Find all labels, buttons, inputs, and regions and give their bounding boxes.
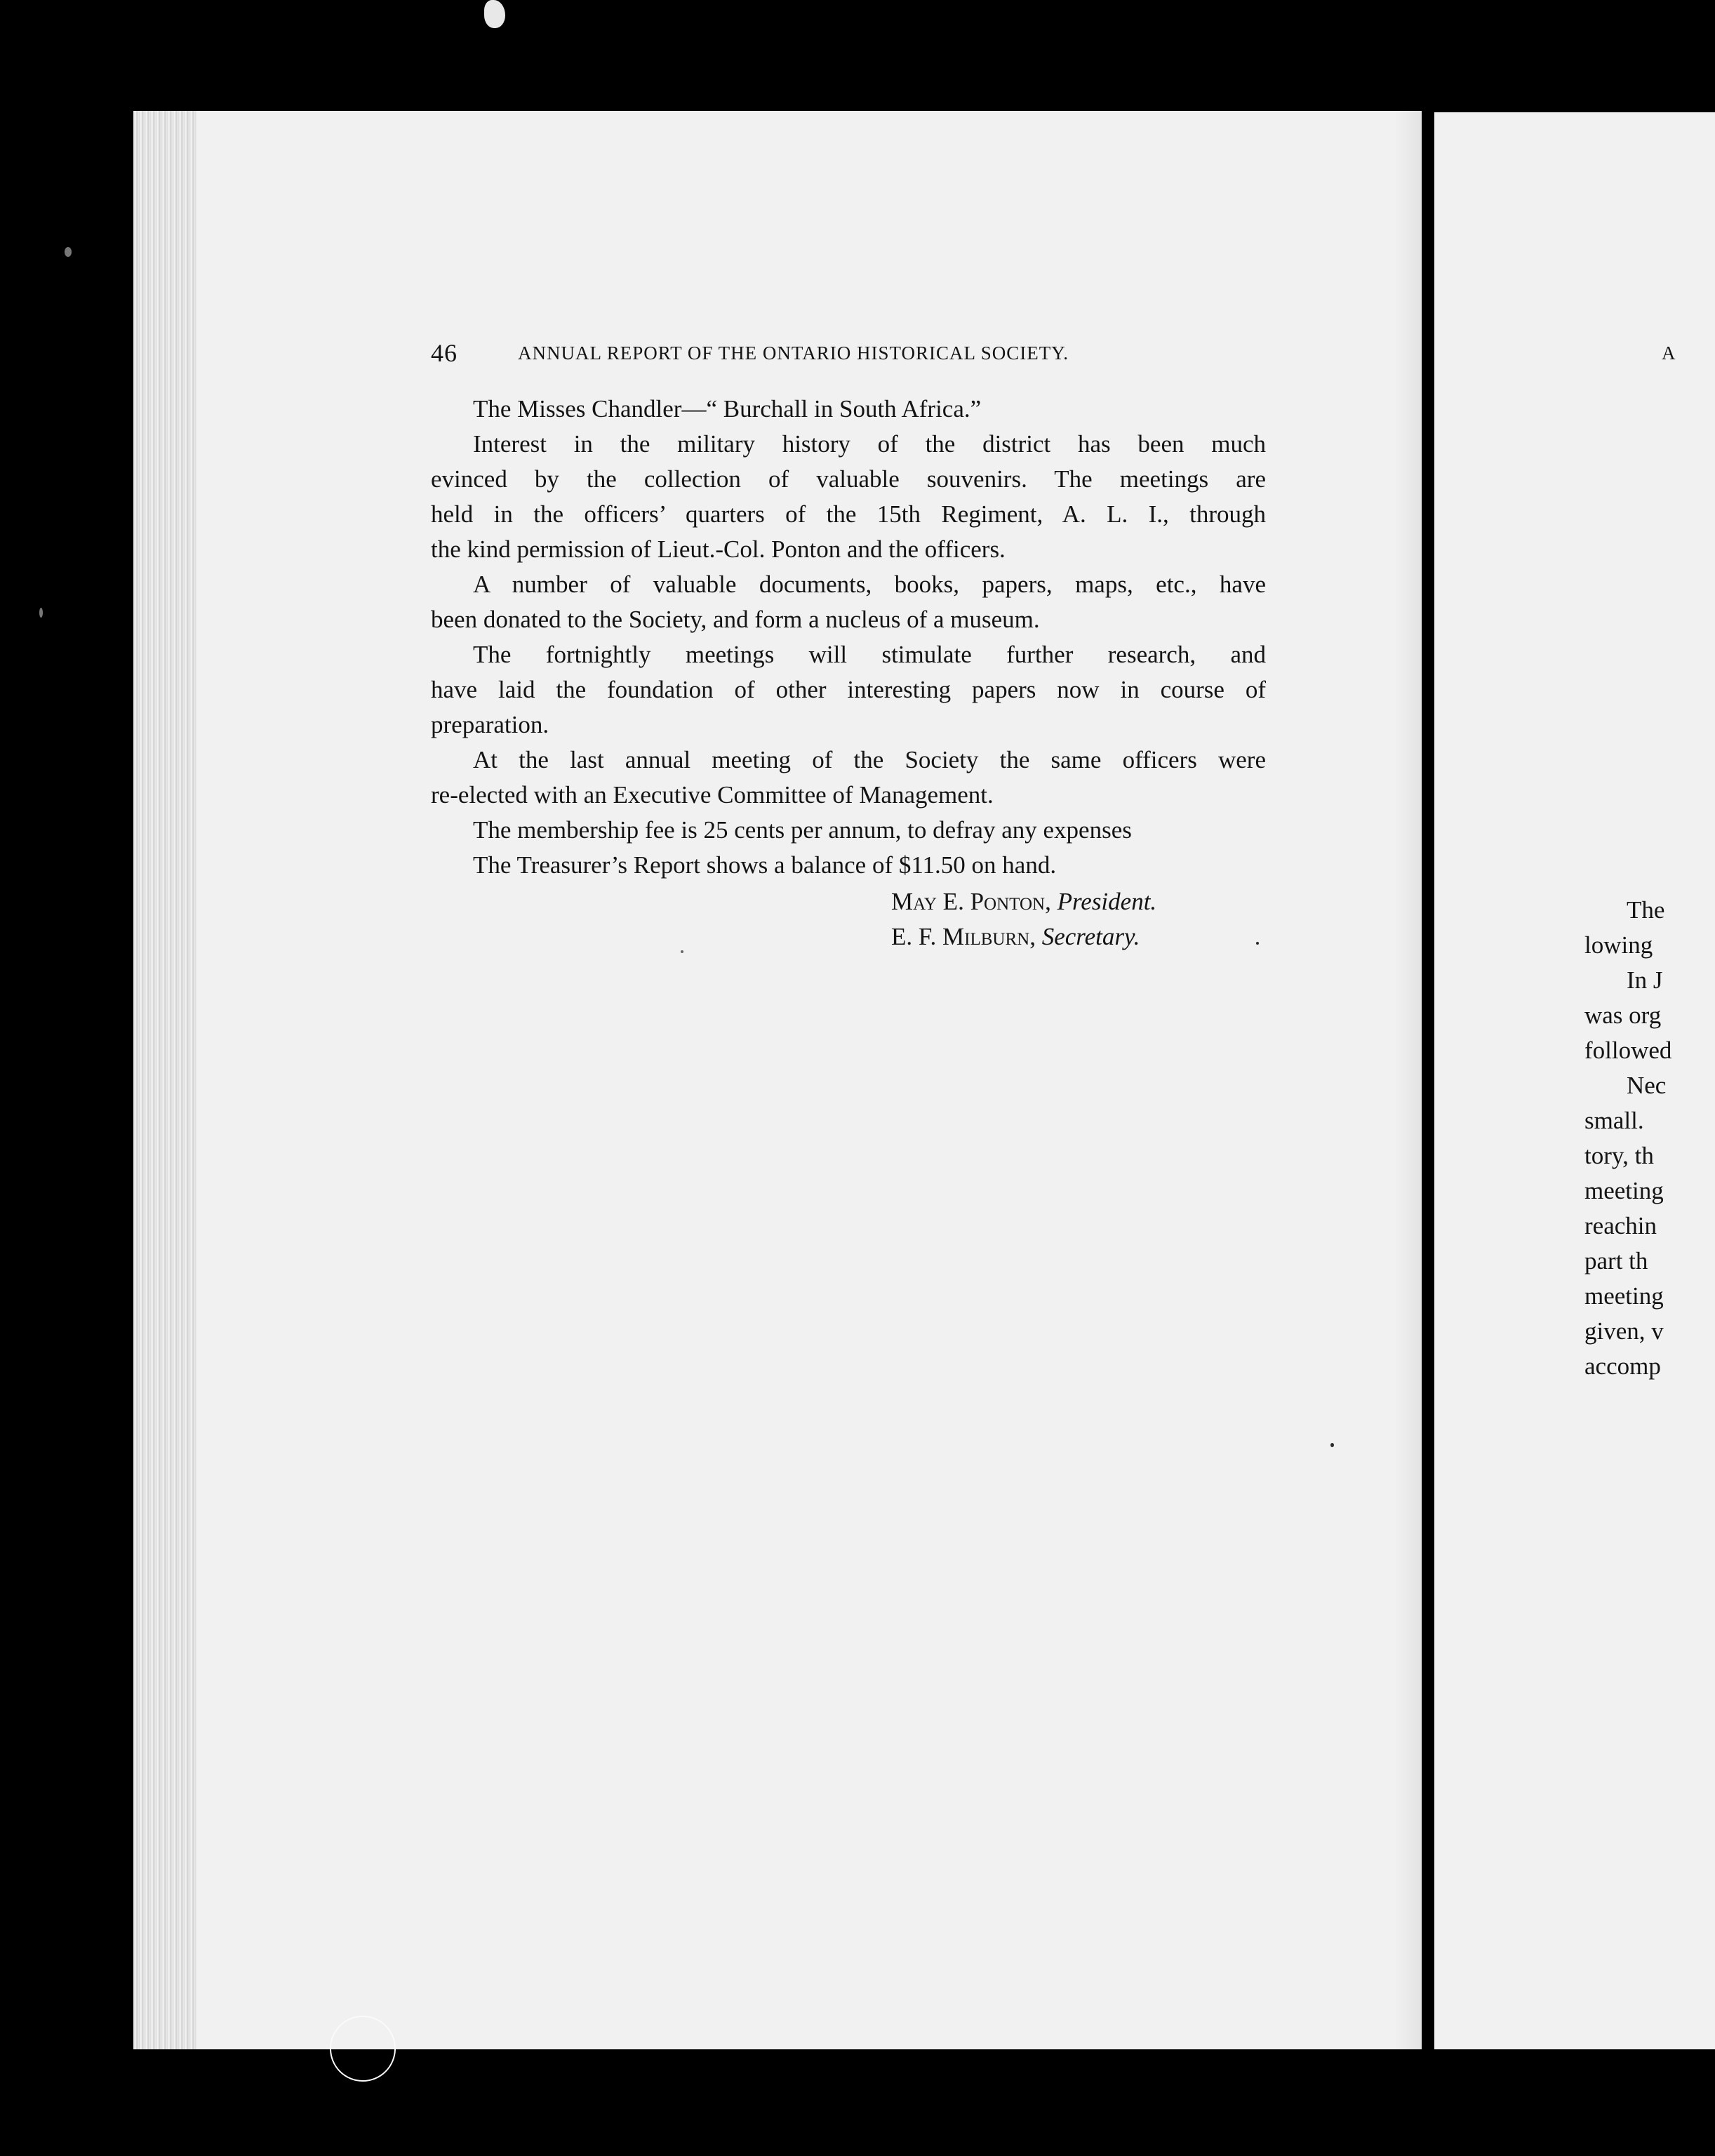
facing-page-line: meeting bbox=[1584, 1177, 1664, 1204]
facing-page-line: part th bbox=[1584, 1247, 1648, 1275]
facing-page-line: was org bbox=[1584, 1002, 1662, 1029]
paragraph-line: been donated to the Society, and form a nucleus of a museum. bbox=[431, 606, 1040, 633]
president-role: President. bbox=[1057, 888, 1157, 915]
paragraph-line: The Treasurer’s Report shows a balance of $11.50 on hand. bbox=[473, 851, 1057, 879]
body-text bbox=[431, 392, 1266, 883]
page-edges bbox=[133, 111, 196, 2049]
paragraph-line: preparation. bbox=[431, 711, 549, 738]
paragraph-line: held in the officers’ quarters of the 15th Regiment, A. L. I., through bbox=[431, 500, 1266, 528]
paragraph-line: the kind permission of Lieut.-Col. Ponton and the officers. bbox=[431, 535, 1006, 563]
facing-page-running-head: A bbox=[1662, 342, 1676, 364]
paragraph-line: have laid the foundation of other interesting papers now in course of bbox=[431, 676, 1266, 703]
facing-page-line: reachin bbox=[1584, 1212, 1657, 1239]
paragraph-line: The membership fee is 25 cents per annum, to defray any expenses bbox=[473, 816, 1132, 844]
facing-page-line: accomp bbox=[1584, 1352, 1661, 1380]
facing-page-line: Nec bbox=[1627, 1072, 1667, 1099]
running-head: ANNUAL REPORT OF THE ONTARIO HISTORICAL SOCIETY. bbox=[518, 342, 1069, 364]
paragraph-line: Interest in the military history of the district has been much bbox=[473, 430, 1266, 458]
facing-page-line: In J bbox=[1627, 966, 1663, 994]
page-number: 46 bbox=[431, 339, 458, 367]
facing-page-line: The bbox=[1627, 896, 1665, 924]
president-signature bbox=[891, 884, 1156, 919]
president-name: May E. Ponton, bbox=[891, 888, 1051, 915]
gutter-shadow bbox=[1394, 111, 1422, 2049]
paragraph-line: The Misses Chandler—“ Burchall in South Africa.” bbox=[473, 395, 982, 422]
right-page bbox=[1434, 112, 1715, 2049]
scan-speck bbox=[681, 950, 683, 953]
paragraph-line: re-elected with an Executive Committee of Management. bbox=[431, 781, 994, 808]
paragraph-line: At the last annual meeting of the Society the same officers were bbox=[473, 746, 1266, 773]
paragraph-line: evinced by the collection of valuable souvenirs. The meetings are bbox=[431, 465, 1266, 493]
scan-artifact bbox=[484, 0, 505, 28]
page-header bbox=[431, 338, 1266, 371]
scan-speck bbox=[1330, 1443, 1334, 1447]
secretary-name: E. F. Milburn, bbox=[891, 923, 1036, 950]
facing-page-line: tory, th bbox=[1584, 1142, 1654, 1169]
paragraph-line: A number of valuable documents, books, papers, maps, etc., have bbox=[473, 571, 1266, 598]
facing-page-line: lowing bbox=[1584, 931, 1653, 959]
scan-speck bbox=[39, 608, 43, 618]
facing-page-text bbox=[1584, 893, 1671, 1384]
secretary-signature bbox=[891, 919, 1156, 954]
facing-page-line: given, v bbox=[1584, 1317, 1664, 1345]
facing-page-line: small. bbox=[1584, 1107, 1644, 1134]
paragraph-line: The fortnightly meetings will stimulate further research, and bbox=[473, 641, 1266, 668]
secretary-role: Secretary. bbox=[1041, 923, 1140, 950]
signature-block bbox=[891, 884, 1156, 954]
scan-speck bbox=[65, 247, 72, 257]
scan-artifact-circle bbox=[330, 2016, 396, 2082]
facing-page-line: followed bbox=[1584, 1037, 1672, 1064]
facing-page-line: meeting bbox=[1584, 1282, 1664, 1310]
scan-speck bbox=[1256, 942, 1259, 945]
